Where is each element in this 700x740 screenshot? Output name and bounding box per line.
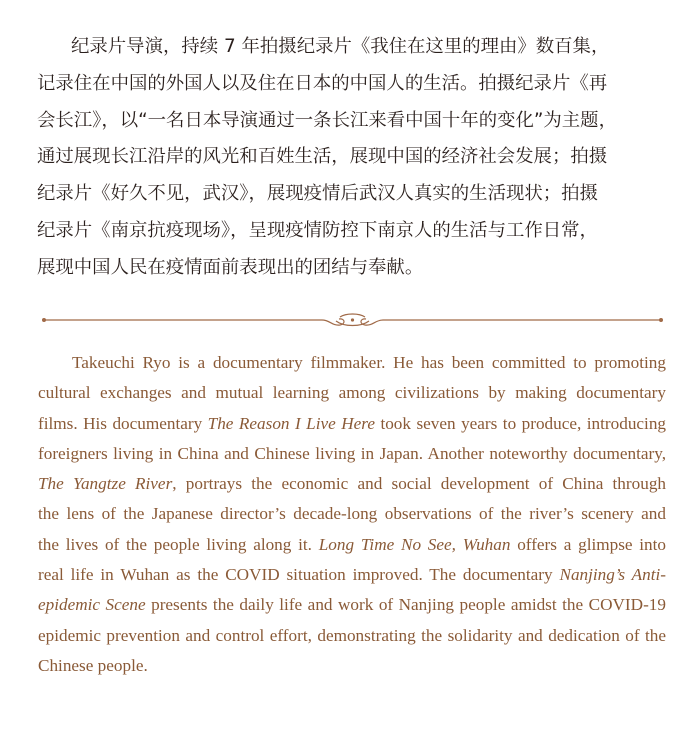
chinese-line: 通过展现长江沿岸的风光和百姓生活，展现中国的经济社会发展；拍摄 (37, 146, 608, 168)
chinese-line: 会长江》，以“一名日本导演通过一条长江来看中国十年的变化”为主题， (37, 109, 617, 131)
english-line (38, 530, 666, 560)
documentary-title: epidemic Scene (38, 595, 146, 615)
documentary-title: The Yangtze River (38, 474, 173, 494)
english-line (38, 590, 666, 620)
english-line: the lens of the Japanese director’s decade-long observations of the river’s scenery and (38, 504, 666, 524)
chinese-line: 展现中国人民在疫情面前表现出的团结与奉献。 (37, 256, 424, 278)
english-line: foreigners living in China and Chinese living in Japan. Another noteworthy documentary, (38, 443, 666, 463)
english-text: presents the daily life and work of Nanjing people amidst the COVID-19 (145, 595, 666, 615)
english-line (38, 560, 666, 590)
chinese-line: 纪录片《南京抗疫现场》，呈现疫情防控下南京人的生活与工作日常， (37, 219, 598, 241)
english-text: films. His documentary (38, 413, 208, 433)
chinese-line: 纪录片导演，持续 7 年拍摄纪录片《我住在这里的理由》数百集， (71, 36, 610, 57)
chinese-paragraph (37, 29, 665, 287)
documentary-title: Long Time No See, Wuhan (318, 534, 511, 554)
english-line: Chinese people. (38, 655, 148, 675)
english-text: the lives of the people living along it. (38, 534, 319, 554)
english-line (38, 409, 666, 439)
english-line: Takeuchi Ryo is a documentary filmmaker. He has been committed to promoting (72, 353, 666, 372)
documentary-title: The Reason I Live Here (207, 413, 375, 433)
english-text: , portrays the economic and social development of China through (172, 474, 667, 494)
english-paragraph (38, 348, 666, 681)
ornamental-divider (40, 308, 665, 334)
english-line (38, 469, 666, 499)
chinese-line: 纪录片《好久不见，武汉》，展现疫情后武汉人真实的生活现状；拍摄 (37, 183, 598, 205)
chinese-line: 记录住在中国的外国人以及住在日本的中国人的生活。拍摄纪录片《再 (37, 72, 608, 94)
english-line: epidemic prevention and control effort, demonstrating the solidarity and dedication of the (38, 625, 666, 645)
english-text: offers a glimpse into (510, 534, 667, 554)
english-text: real life in Wuhan as the COVID situation improved. The documentary (38, 565, 560, 585)
english-text: took seven years to produce, introducing (374, 413, 667, 433)
english-line: cultural exchanges and mutual learning among civilizations by making documentary (38, 383, 666, 403)
documentary-title: Nanjing’s Anti- (559, 565, 666, 585)
